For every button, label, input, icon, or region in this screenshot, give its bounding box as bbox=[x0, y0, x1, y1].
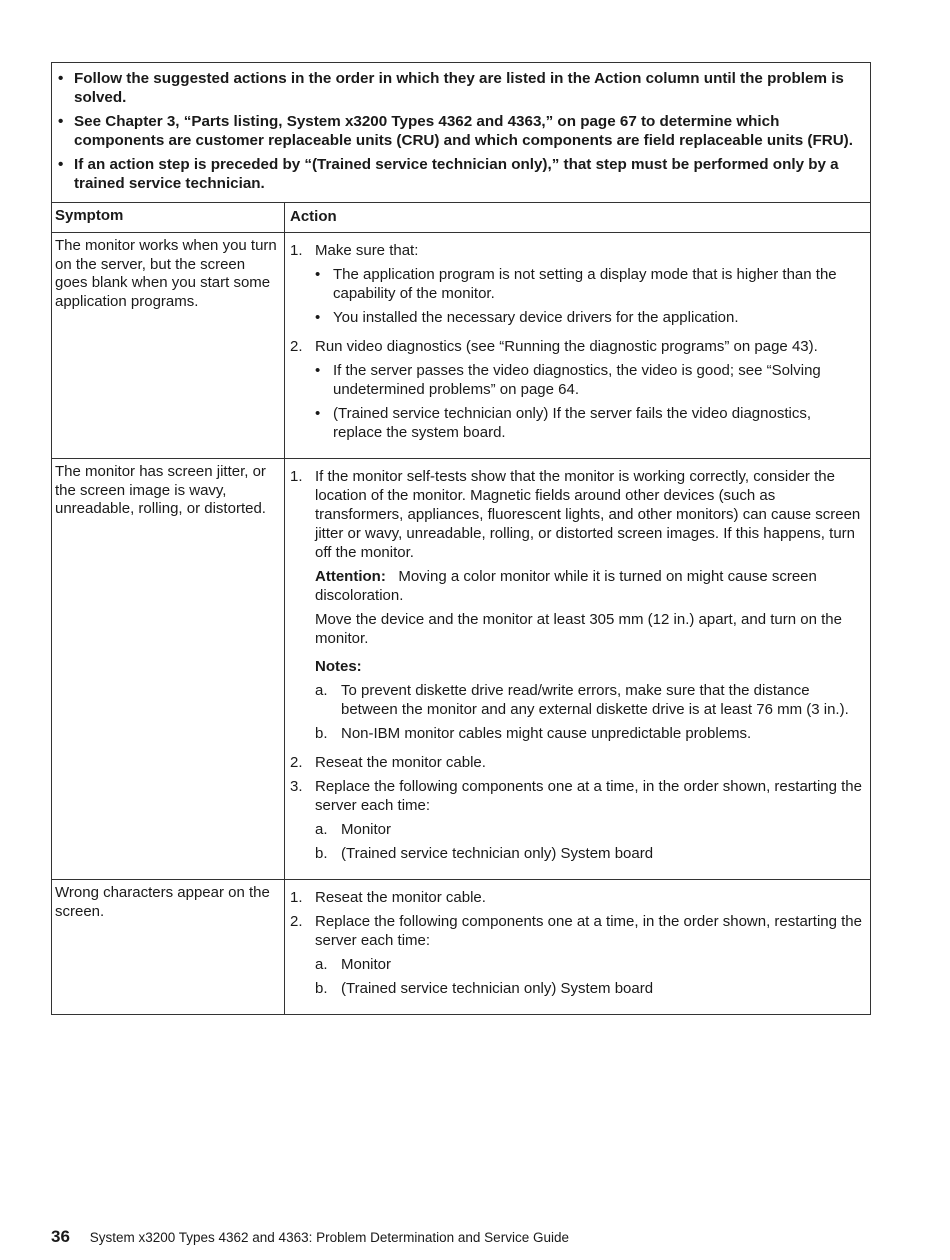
page-footer bbox=[51, 1227, 569, 1247]
sub-letter: a. bbox=[315, 956, 328, 973]
page-number: 36 bbox=[51, 1227, 70, 1246]
step-text: Run video diagnostics (see “Running the diagnostic programs” on page 43). bbox=[315, 338, 818, 355]
table-row bbox=[52, 879, 870, 1014]
bullet-icon: • bbox=[315, 309, 321, 326]
sub-text: Monitor bbox=[341, 821, 392, 838]
bullet-text: (Trained service technician only) If the server fails the video diagnostics, replace the system board. bbox=[333, 405, 812, 441]
sub-text: (Trained service technician only) System board bbox=[341, 845, 654, 862]
bullet-text: You installed the necessary device drivers for the application. bbox=[333, 309, 739, 326]
attention-text: Moving a color monitor while it is turned on might cause screen discoloration. bbox=[315, 568, 817, 604]
step-number: 2. bbox=[290, 754, 303, 771]
action-step bbox=[290, 753, 862, 772]
footer-title: System x3200 Types 4362 and 4363: Problem Determination and Service Guide bbox=[89, 1230, 569, 1245]
note-item bbox=[58, 112, 862, 150]
step-text: Replace the following components one at a time, in the order shown, restarting the server each time: bbox=[315, 913, 862, 949]
symptom-cell: The monitor has screen jitter, or the screen image is wavy, unreadable, rolling, or distorted. bbox=[52, 459, 285, 879]
step-number: 1. bbox=[290, 889, 303, 906]
bullet-icon: • bbox=[58, 113, 64, 130]
action-cell bbox=[285, 880, 870, 1014]
note-text: Follow the suggested actions in the order in which they are listed in the Action column until the problem is solved. bbox=[74, 70, 844, 106]
bullet-icon: • bbox=[58, 70, 64, 87]
bullet-icon: • bbox=[315, 362, 321, 379]
note-item bbox=[315, 724, 862, 743]
sub-text: Monitor bbox=[341, 956, 392, 973]
troubleshooting-table bbox=[51, 62, 871, 1015]
note-text: Non-IBM monitor cables might cause unpredictable problems. bbox=[341, 725, 752, 742]
step-number: 2. bbox=[290, 913, 303, 930]
action-header: Action bbox=[290, 208, 337, 225]
sub-item bbox=[315, 955, 862, 974]
sub-letter: a. bbox=[315, 821, 328, 838]
bullet-text: If the server passes the video diagnostics, the video is good; see “Solving undetermined problems” on page 64. bbox=[333, 362, 821, 398]
table-row bbox=[52, 232, 870, 458]
note-letter: b. bbox=[315, 725, 328, 742]
bullet-text: The application program is not setting a display mode that is higher than the capability of the monitor. bbox=[333, 266, 837, 302]
bullet-item bbox=[315, 308, 862, 327]
sub-letter: b. bbox=[315, 845, 328, 862]
step-number: 2. bbox=[290, 338, 303, 355]
step-text: Replace the following components one at a time, in the order shown, restarting the server each time: bbox=[315, 778, 862, 814]
note-text: To prevent diskette drive read/write errors, make sure that the distance between the monitor and any external diskette drive is at least 76 mm (3 in.). bbox=[341, 682, 849, 718]
action-step bbox=[290, 467, 862, 748]
notes-label: Notes: bbox=[315, 658, 362, 675]
bullet-item bbox=[315, 361, 862, 399]
step-number: 1. bbox=[290, 242, 303, 259]
step-text: If the monitor self-tests show that the monitor is working correctly, consider the location of the monitor. Magnetic fields around other devices (such as transformers, appliances, fluorescent lights, and other monitors) can cause screen jitter or wavy, unreadable, rolling, or distorted screen images. If this happens, turn off the monitor. bbox=[315, 468, 861, 561]
table-notes bbox=[52, 63, 870, 202]
action-step bbox=[290, 888, 862, 907]
symptom-cell: Wrong characters appear on the screen. bbox=[52, 880, 285, 1014]
bullet-item bbox=[315, 265, 862, 303]
bullet-item bbox=[315, 404, 862, 442]
sub-item bbox=[315, 820, 862, 839]
move-text: Move the device and the monitor at least 305 mm (12 in.) apart, and turn on the monitor. bbox=[315, 611, 842, 647]
sub-item bbox=[315, 979, 862, 998]
step-number: 1. bbox=[290, 468, 303, 485]
note-item bbox=[58, 155, 862, 193]
symptom-cell: The monitor works when you turn on the server, but the screen goes blank when you start some application programs. bbox=[52, 233, 285, 458]
step-number: 3. bbox=[290, 778, 303, 795]
note-text: If an action step is preceded by “(Trained service technician only),” that step must be performed only by a trained service technician. bbox=[74, 156, 839, 192]
bullet-icon: • bbox=[58, 156, 64, 173]
bullet-icon: • bbox=[315, 266, 321, 283]
note-text: See Chapter 3, “Parts listing, System x3200 Types 4362 and 4363,” on page 67 to determine which components are customer replaceable units (CRU) and which components are field replaceable units (FRU). bbox=[74, 113, 853, 149]
action-cell bbox=[285, 459, 870, 879]
action-step bbox=[290, 337, 862, 447]
attention-label: Attention: bbox=[315, 568, 386, 585]
note-letter: a. bbox=[315, 682, 328, 699]
step-text: Reseat the monitor cable. bbox=[315, 754, 486, 771]
action-cell bbox=[285, 233, 870, 458]
note-item bbox=[58, 69, 862, 107]
table-row bbox=[52, 458, 870, 879]
attention-note bbox=[315, 567, 862, 605]
symptom-header: Symptom bbox=[52, 203, 285, 232]
sub-text: (Trained service technician only) System board bbox=[341, 980, 654, 997]
sub-letter: b. bbox=[315, 980, 328, 997]
action-step bbox=[290, 912, 862, 1003]
note-item bbox=[315, 681, 862, 719]
action-step bbox=[290, 777, 862, 868]
sub-item bbox=[315, 844, 862, 863]
bullet-icon: • bbox=[315, 405, 321, 422]
step-text: Make sure that: bbox=[315, 242, 419, 259]
action-step bbox=[290, 241, 862, 332]
table-header-row bbox=[52, 202, 870, 232]
step-text: Reseat the monitor cable. bbox=[315, 889, 486, 906]
